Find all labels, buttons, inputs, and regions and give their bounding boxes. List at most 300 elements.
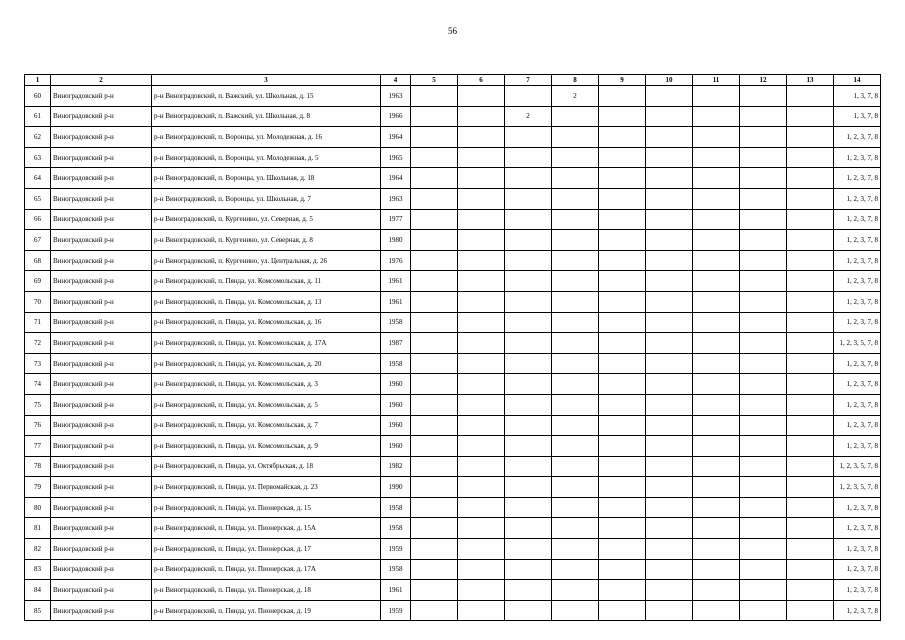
- row-number-cell: 61: [25, 106, 51, 127]
- col8-cell: [552, 271, 599, 292]
- year-cell: 1976: [381, 250, 411, 271]
- address-cell: р-н Виноградовский, п. Пянда, ул. Пионерская, д. 15А: [152, 518, 381, 539]
- col9-cell: [599, 106, 646, 127]
- col6-cell: [458, 333, 505, 354]
- row-number-cell: 82: [25, 539, 51, 560]
- col8-cell: [552, 147, 599, 168]
- district-cell: Виноградовский р-н: [51, 394, 152, 415]
- col13-cell: [787, 497, 834, 518]
- row-number-cell: 84: [25, 580, 51, 601]
- codes-cell: 1, 2, 3, 7, 8: [834, 436, 881, 457]
- col13-cell: [787, 600, 834, 621]
- table-row: [25, 209, 881, 230]
- table-row: [25, 333, 881, 354]
- table-row: [25, 147, 881, 168]
- col10-cell: [646, 168, 693, 189]
- codes-cell: 1, 2, 3, 7, 8: [834, 168, 881, 189]
- col10-cell: [646, 106, 693, 127]
- col6-cell: [458, 188, 505, 209]
- col6-cell: [458, 291, 505, 312]
- year-cell: 1959: [381, 539, 411, 560]
- col13-cell: [787, 333, 834, 354]
- col13-cell: [787, 147, 834, 168]
- col9-cell: [599, 127, 646, 148]
- col9-cell: [599, 230, 646, 251]
- codes-cell: 1, 2, 3, 7, 8: [834, 394, 881, 415]
- address-cell: р-н Виноградовский, п. Пянда, ул. Комсомольская, д. 13: [152, 291, 381, 312]
- col10-cell: [646, 147, 693, 168]
- address-cell: р-н Виноградовский, п. Пянда, ул. Пионерская, д. 17: [152, 539, 381, 560]
- col9-cell: [599, 580, 646, 601]
- col11-cell: [693, 209, 740, 230]
- address-cell: р-н Виноградовский, п. Кургенино, ул. Северная, д. 8: [152, 230, 381, 251]
- address-cell: р-н Виноградовский, п. Пянда, ул. Комсомольская, д. 16: [152, 312, 381, 333]
- table-row: [25, 497, 881, 518]
- col12-cell: [740, 600, 787, 621]
- codes-cell: 1, 2, 3, 7, 8: [834, 559, 881, 580]
- year-cell: 1960: [381, 374, 411, 395]
- col12-cell: [740, 415, 787, 436]
- district-cell: Виноградовский р-н: [51, 271, 152, 292]
- address-cell: р-н Виноградовский, п. Воронцы, ул. Школьная, д. 7: [152, 188, 381, 209]
- row-number-cell: 65: [25, 188, 51, 209]
- col7-cell: [505, 600, 552, 621]
- table-row: [25, 580, 881, 601]
- col8-cell: [552, 209, 599, 230]
- codes-cell: 1, 2, 3, 7, 8: [834, 374, 881, 395]
- codes-cell: 1, 2, 3, 5, 7, 8: [834, 456, 881, 477]
- col9-cell: [599, 394, 646, 415]
- col6-cell: [458, 106, 505, 127]
- col8-cell: [552, 497, 599, 518]
- address-cell: р-н Виноградовский, п. Пянда, ул. Комсомольская, д. 17А: [152, 333, 381, 354]
- codes-cell: 1, 2, 3, 7, 8: [834, 353, 881, 374]
- col9-cell: [599, 188, 646, 209]
- row-number-cell: 81: [25, 518, 51, 539]
- district-cell: Виноградовский р-н: [51, 291, 152, 312]
- col5-cell: [411, 415, 458, 436]
- col9-cell: [599, 374, 646, 395]
- row-number-cell: 64: [25, 168, 51, 189]
- address-cell: р-н Виноградовский, п. Пянда, ул. Комсомольская, д. 7: [152, 415, 381, 436]
- col12-cell: [740, 147, 787, 168]
- column-header: 3: [152, 75, 381, 86]
- col6-cell: [458, 353, 505, 374]
- district-cell: Виноградовский р-н: [51, 415, 152, 436]
- address-cell: р-н Виноградовский, п. Важский, ул. Школьная, д. 15: [152, 86, 381, 107]
- col5-cell: [411, 147, 458, 168]
- column-header: 11: [693, 75, 740, 86]
- address-cell: р-н Виноградовский, п. Пянда, ул. Комсомольская, д. 5: [152, 394, 381, 415]
- district-cell: Виноградовский р-н: [51, 209, 152, 230]
- address-cell: р-н Виноградовский, п. Пянда, ул. Октябрьская, д. 18: [152, 456, 381, 477]
- district-cell: Виноградовский р-н: [51, 127, 152, 148]
- col8-cell: [552, 580, 599, 601]
- col9-cell: [599, 456, 646, 477]
- col10-cell: [646, 127, 693, 148]
- address-cell: р-н Виноградовский, п. Пянда, ул. Комсомольская, д. 20: [152, 353, 381, 374]
- col6-cell: [458, 415, 505, 436]
- col6-cell: [458, 230, 505, 251]
- row-number-cell: 80: [25, 497, 51, 518]
- row-number-cell: 72: [25, 333, 51, 354]
- district-cell: Виноградовский р-н: [51, 188, 152, 209]
- col13-cell: [787, 291, 834, 312]
- col11-cell: [693, 86, 740, 107]
- col11-cell: [693, 250, 740, 271]
- col13-cell: [787, 209, 834, 230]
- col7-cell: [505, 127, 552, 148]
- header-row: [25, 75, 881, 86]
- year-cell: 1959: [381, 600, 411, 621]
- col11-cell: [693, 168, 740, 189]
- col8-cell: [552, 168, 599, 189]
- col11-cell: [693, 539, 740, 560]
- col8-cell: [552, 127, 599, 148]
- district-cell: Виноградовский р-н: [51, 374, 152, 395]
- address-cell: р-н Виноградовский, п. Воронцы, ул. Молодежная, д. 5: [152, 147, 381, 168]
- col8-cell: [552, 333, 599, 354]
- table-row: [25, 168, 881, 189]
- col5-cell: [411, 600, 458, 621]
- row-number-cell: 79: [25, 477, 51, 498]
- district-cell: Виноградовский р-н: [51, 456, 152, 477]
- col5-cell: [411, 230, 458, 251]
- col11-cell: [693, 312, 740, 333]
- col13-cell: [787, 415, 834, 436]
- col7-cell: [505, 312, 552, 333]
- row-number-cell: 83: [25, 559, 51, 580]
- col10-cell: [646, 374, 693, 395]
- table-row: [25, 230, 881, 251]
- col9-cell: [599, 333, 646, 354]
- year-cell: 1960: [381, 394, 411, 415]
- col5-cell: [411, 86, 458, 107]
- row-number-cell: 69: [25, 271, 51, 292]
- col5-cell: [411, 497, 458, 518]
- column-header: 8: [552, 75, 599, 86]
- col12-cell: [740, 436, 787, 457]
- col11-cell: [693, 188, 740, 209]
- col10-cell: [646, 271, 693, 292]
- col7-cell: [505, 230, 552, 251]
- col13-cell: [787, 374, 834, 395]
- col5-cell: [411, 127, 458, 148]
- col9-cell: [599, 559, 646, 580]
- col6-cell: [458, 271, 505, 292]
- codes-cell: 1, 3, 7, 8: [834, 86, 881, 107]
- col13-cell: [787, 353, 834, 374]
- row-number-cell: 71: [25, 312, 51, 333]
- col12-cell: [740, 127, 787, 148]
- row-number-cell: 76: [25, 415, 51, 436]
- col10-cell: [646, 436, 693, 457]
- col10-cell: [646, 188, 693, 209]
- col8-cell: [552, 230, 599, 251]
- col9-cell: [599, 539, 646, 560]
- col7-cell: [505, 333, 552, 354]
- address-cell: р-н Виноградовский, п. Пянда, ул. Комсомольская, д. 9: [152, 436, 381, 457]
- col13-cell: [787, 168, 834, 189]
- col10-cell: [646, 497, 693, 518]
- row-number-cell: 75: [25, 394, 51, 415]
- table-row: [25, 539, 881, 560]
- col6-cell: [458, 497, 505, 518]
- codes-cell: 1, 2, 3, 7, 8: [834, 497, 881, 518]
- table-row: [25, 477, 881, 498]
- col9-cell: [599, 86, 646, 107]
- address-cell: р-н Виноградовский, п. Пянда, ул. Пионерская, д. 15: [152, 497, 381, 518]
- year-cell: 1958: [381, 497, 411, 518]
- col12-cell: [740, 456, 787, 477]
- col12-cell: [740, 353, 787, 374]
- col5-cell: [411, 518, 458, 539]
- col11-cell: [693, 436, 740, 457]
- year-cell: 1958: [381, 353, 411, 374]
- col5-cell: [411, 353, 458, 374]
- column-header: 12: [740, 75, 787, 86]
- district-cell: Виноградовский р-н: [51, 477, 152, 498]
- col11-cell: [693, 559, 740, 580]
- col8-cell: [552, 374, 599, 395]
- col7-cell: [505, 188, 552, 209]
- col5-cell: [411, 250, 458, 271]
- col12-cell: [740, 230, 787, 251]
- col5-cell: [411, 106, 458, 127]
- col10-cell: [646, 312, 693, 333]
- col10-cell: [646, 209, 693, 230]
- col5-cell: [411, 559, 458, 580]
- district-cell: Виноградовский р-н: [51, 559, 152, 580]
- page-number: 56: [448, 26, 457, 36]
- col12-cell: [740, 291, 787, 312]
- table-row: [25, 353, 881, 374]
- col13-cell: [787, 436, 834, 457]
- col13-cell: [787, 127, 834, 148]
- codes-cell: 1, 2, 3, 7, 8: [834, 147, 881, 168]
- col12-cell: [740, 477, 787, 498]
- col7-cell: [505, 580, 552, 601]
- year-cell: 1980: [381, 230, 411, 251]
- row-number-cell: 78: [25, 456, 51, 477]
- col12-cell: [740, 559, 787, 580]
- col13-cell: [787, 456, 834, 477]
- col9-cell: [599, 497, 646, 518]
- year-cell: 1987: [381, 333, 411, 354]
- col5-cell: [411, 291, 458, 312]
- col12-cell: [740, 333, 787, 354]
- year-cell: 1982: [381, 456, 411, 477]
- codes-cell: 1, 2, 3, 7, 8: [834, 230, 881, 251]
- col8-cell: [552, 415, 599, 436]
- col8-cell: [552, 518, 599, 539]
- col5-cell: [411, 374, 458, 395]
- district-cell: Виноградовский р-н: [51, 86, 152, 107]
- col11-cell: [693, 600, 740, 621]
- col5-cell: [411, 168, 458, 189]
- col6-cell: [458, 559, 505, 580]
- table-row: [25, 188, 881, 209]
- col6-cell: [458, 86, 505, 107]
- codes-cell: 1, 2, 3, 7, 8: [834, 291, 881, 312]
- codes-cell: 1, 2, 3, 7, 8: [834, 600, 881, 621]
- col8-cell: [552, 559, 599, 580]
- district-cell: Виноградовский р-н: [51, 230, 152, 251]
- district-cell: Виноградовский р-н: [51, 353, 152, 374]
- row-number-cell: 77: [25, 436, 51, 457]
- col8-cell: [552, 539, 599, 560]
- row-number-cell: 85: [25, 600, 51, 621]
- column-header: 14: [834, 75, 881, 86]
- col13-cell: [787, 250, 834, 271]
- address-cell: р-н Виноградовский, п. Воронцы, ул. Молодежная, д. 16: [152, 127, 381, 148]
- col6-cell: [458, 168, 505, 189]
- col7-cell: [505, 168, 552, 189]
- col13-cell: [787, 106, 834, 127]
- col11-cell: [693, 394, 740, 415]
- col8-cell: [552, 188, 599, 209]
- district-cell: Виноградовский р-н: [51, 312, 152, 333]
- col12-cell: [740, 209, 787, 230]
- year-cell: 1961: [381, 271, 411, 292]
- column-header: 5: [411, 75, 458, 86]
- col12-cell: [740, 188, 787, 209]
- col11-cell: [693, 415, 740, 436]
- col5-cell: [411, 333, 458, 354]
- year-cell: 1960: [381, 415, 411, 436]
- codes-cell: 1, 2, 3, 7, 8: [834, 209, 881, 230]
- table-row: [25, 106, 881, 127]
- col10-cell: [646, 539, 693, 560]
- codes-cell: 1, 3, 7, 8: [834, 106, 881, 127]
- col7-cell: [505, 209, 552, 230]
- col10-cell: [646, 580, 693, 601]
- col10-cell: [646, 518, 693, 539]
- col6-cell: [458, 539, 505, 560]
- year-cell: 1963: [381, 188, 411, 209]
- col8-cell: [552, 291, 599, 312]
- col5-cell: [411, 436, 458, 457]
- table-row: [25, 518, 881, 539]
- col7-cell: [505, 86, 552, 107]
- table-row: [25, 374, 881, 395]
- col5-cell: [411, 477, 458, 498]
- col7-cell: [505, 559, 552, 580]
- district-cell: Виноградовский р-н: [51, 147, 152, 168]
- col11-cell: [693, 147, 740, 168]
- col11-cell: [693, 333, 740, 354]
- row-number-cell: 62: [25, 127, 51, 148]
- col7-cell: 2: [505, 106, 552, 127]
- table-row: [25, 436, 881, 457]
- district-cell: Виноградовский р-н: [51, 250, 152, 271]
- col6-cell: [458, 250, 505, 271]
- col10-cell: [646, 250, 693, 271]
- col9-cell: [599, 168, 646, 189]
- district-cell: Виноградовский р-н: [51, 168, 152, 189]
- col11-cell: [693, 230, 740, 251]
- year-cell: 1964: [381, 127, 411, 148]
- table-body: [25, 86, 881, 621]
- data-table: [24, 74, 881, 621]
- col7-cell: [505, 539, 552, 560]
- year-cell: 1958: [381, 518, 411, 539]
- col11-cell: [693, 374, 740, 395]
- col11-cell: [693, 518, 740, 539]
- col10-cell: [646, 415, 693, 436]
- row-number-cell: 70: [25, 291, 51, 312]
- year-cell: 1958: [381, 312, 411, 333]
- year-cell: 1990: [381, 477, 411, 498]
- district-cell: Виноградовский р-н: [51, 436, 152, 457]
- col5-cell: [411, 539, 458, 560]
- col13-cell: [787, 394, 834, 415]
- col7-cell: [505, 271, 552, 292]
- codes-cell: 1, 2, 3, 7, 8: [834, 271, 881, 292]
- col10-cell: [646, 333, 693, 354]
- col12-cell: [740, 497, 787, 518]
- col6-cell: [458, 456, 505, 477]
- col11-cell: [693, 127, 740, 148]
- col6-cell: [458, 374, 505, 395]
- col13-cell: [787, 86, 834, 107]
- col8-cell: [552, 436, 599, 457]
- col9-cell: [599, 312, 646, 333]
- col8-cell: [552, 394, 599, 415]
- col13-cell: [787, 477, 834, 498]
- col6-cell: [458, 127, 505, 148]
- year-cell: 1965: [381, 147, 411, 168]
- col6-cell: [458, 312, 505, 333]
- district-cell: Виноградовский р-н: [51, 497, 152, 518]
- district-cell: Виноградовский р-н: [51, 600, 152, 621]
- codes-cell: 1, 2, 3, 7, 8: [834, 539, 881, 560]
- col12-cell: [740, 250, 787, 271]
- col7-cell: [505, 497, 552, 518]
- address-cell: р-н Виноградовский, п. Воронцы, ул. Школьная, д. 18: [152, 168, 381, 189]
- district-cell: Виноградовский р-н: [51, 106, 152, 127]
- address-cell: р-н Виноградовский, п. Пяндa, ул. Комсомольская, д. 11: [152, 271, 381, 292]
- col13-cell: [787, 188, 834, 209]
- col7-cell: [505, 374, 552, 395]
- col10-cell: [646, 559, 693, 580]
- col5-cell: [411, 394, 458, 415]
- col8-cell: [552, 250, 599, 271]
- row-number-cell: 63: [25, 147, 51, 168]
- year-cell: 1961: [381, 580, 411, 601]
- col9-cell: [599, 250, 646, 271]
- col11-cell: [693, 271, 740, 292]
- col12-cell: [740, 580, 787, 601]
- year-cell: 1977: [381, 209, 411, 230]
- col8-cell: [552, 600, 599, 621]
- col7-cell: [505, 250, 552, 271]
- table-row: [25, 394, 881, 415]
- address-cell: р-н Виноградовский, п. Пянда, ул. Пионерская, д. 18: [152, 580, 381, 601]
- year-cell: 1964: [381, 168, 411, 189]
- col12-cell: [740, 271, 787, 292]
- col10-cell: [646, 86, 693, 107]
- col7-cell: [505, 147, 552, 168]
- table-row: [25, 312, 881, 333]
- address-cell: р-н Виноградовский, п. Кургенино, ул. Центральная, д. 26: [152, 250, 381, 271]
- col9-cell: [599, 518, 646, 539]
- col13-cell: [787, 580, 834, 601]
- col12-cell: [740, 86, 787, 107]
- col6-cell: [458, 209, 505, 230]
- address-cell: р-н Виноградовский, п. Пянда, ул. Пионерская, д. 19: [152, 600, 381, 621]
- address-cell: р-н Виноградовский, п. Пянда, ул. Пионерская, д. 17А: [152, 559, 381, 580]
